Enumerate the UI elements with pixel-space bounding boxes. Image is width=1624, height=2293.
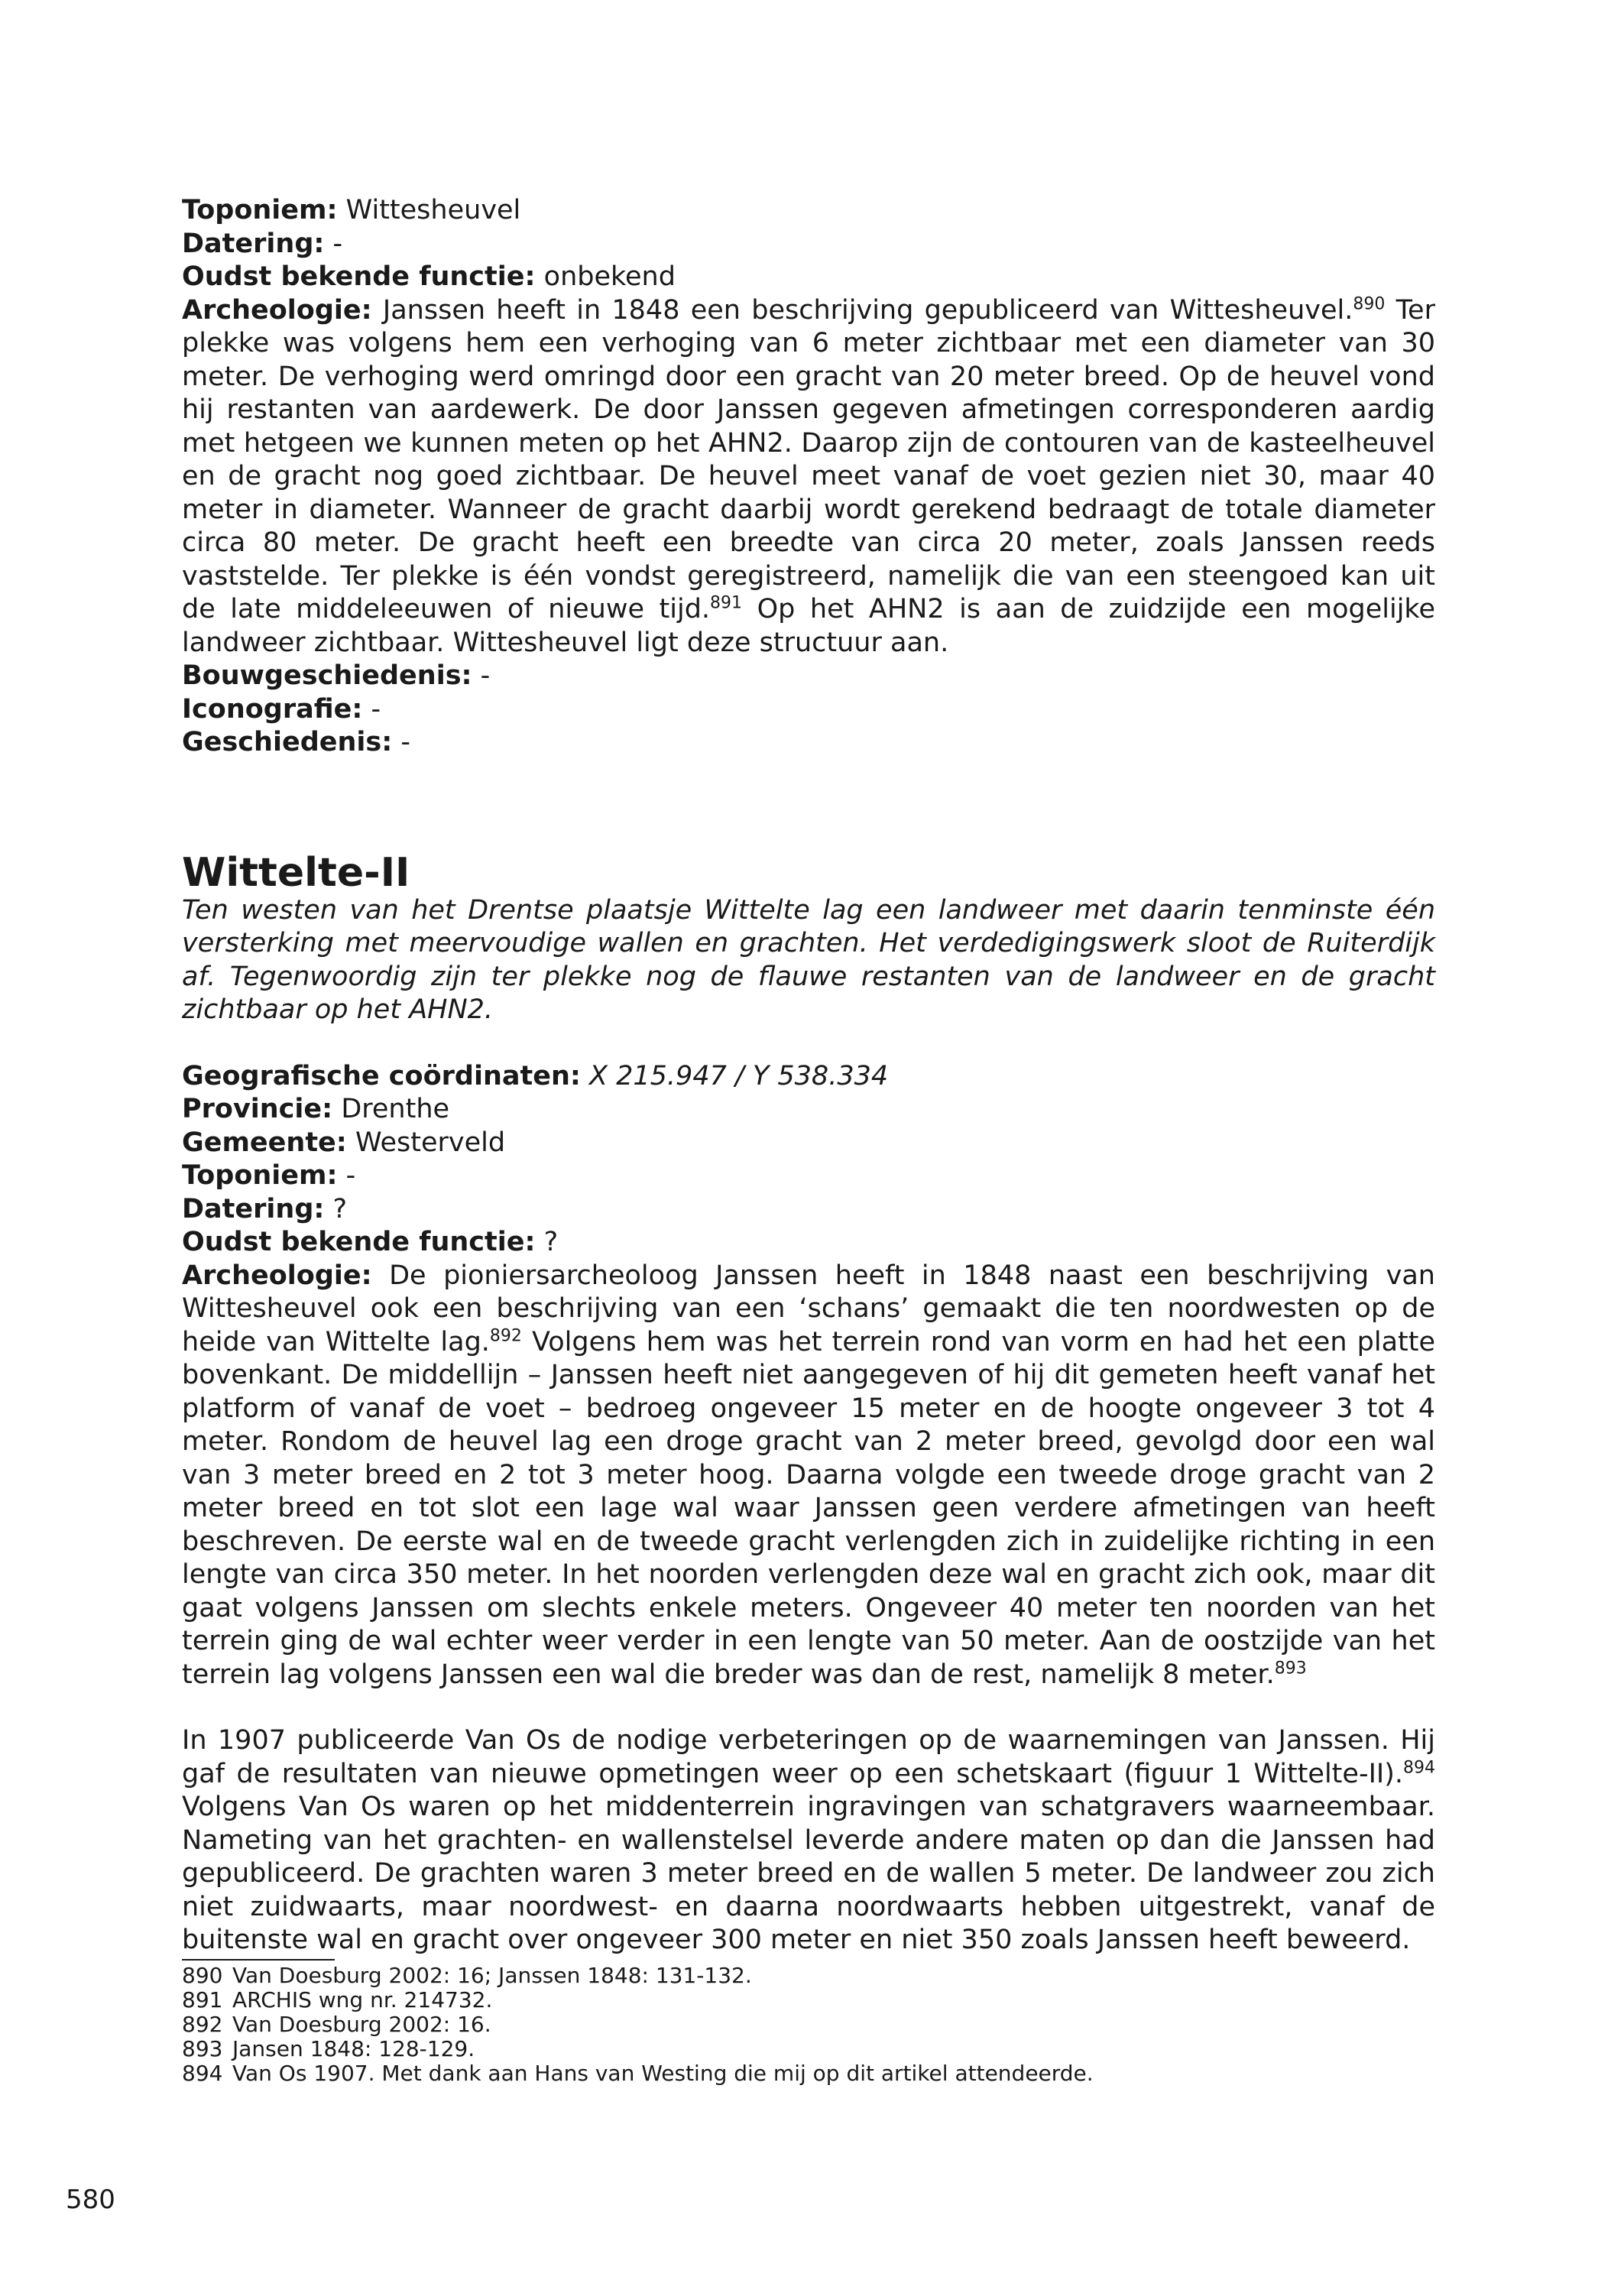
paragraph-text: Volgens Van Os waren op het middenterrein ingravingen van schatgravers waarneembaar. Nameting van het grachten- en wallenstelsel leverde andere maten op dan die Janssen had gepubliceerd. De grachten waren 3 meter breed en de wallen 5 meter. De landweer zou zich niet zuidwaarts, maar noordwest- en daarna noordwaarts hebben uitgestrekt, vanaf de buitenste wal en gracht over ongeveer 300 meter en niet 350 zoals Janssen heeft beweerd. <box>182 1792 1435 1955</box>
footnote-number: 894 <box>182 2060 223 2086</box>
functie-line <box>182 261 1435 294</box>
iconografie-label: Iconografie: <box>182 693 363 725</box>
archeologie-text: De pioniersarcheoloog Janssen heeft in 1848 naast een beschrijving van Wittesheuvel ook een beschrijving van een ‘schans’ gemaakt die ten noordwesten op de heide van Wittelte lag. <box>182 1260 1435 1357</box>
archeologie-label: Archeologie: <box>182 294 372 326</box>
iconografie-value: - <box>371 693 381 725</box>
datering-label: Datering: <box>182 1193 325 1224</box>
datering-value: ? <box>332 1193 348 1224</box>
datering-label: Datering: <box>182 228 325 259</box>
section-title: Wittelte-II <box>182 849 410 896</box>
footnote-ref: 891 <box>710 593 743 613</box>
coordinates-line <box>182 1060 1435 1094</box>
toponiem-line <box>182 1159 1435 1193</box>
gemeente-line <box>182 1127 1435 1160</box>
footnote-item <box>182 2061 1435 2086</box>
provincie-line <box>182 1093 1435 1127</box>
footnote-text: Van Doesburg 2002: 16; Janssen 1848: 131-132. <box>232 1962 752 1988</box>
bouwgeschiedenis-value: - <box>480 660 491 691</box>
footnote-text: Van Os 1907. Met dank aan Hans van Westing die mij op dit artikel attendeerde. <box>232 2060 1094 2086</box>
footnote-item <box>182 2037 1435 2061</box>
body-paragraph <box>182 1724 1435 1957</box>
footnote-item <box>182 1988 1435 2012</box>
footnote-ref: 894 <box>1403 1757 1435 1777</box>
page-body <box>182 194 1435 2086</box>
functie-line <box>182 1226 1435 1260</box>
footnote-ref: 890 <box>1353 294 1386 313</box>
footnote-number: 890 <box>182 1962 223 1988</box>
footnote-number: 893 <box>182 2035 223 2061</box>
toponiem-value: Wittesheuvel <box>345 195 521 225</box>
footnote-text: Van Doesburg 2002: 16. <box>232 2011 491 2037</box>
coordinates-value: X 215.947 / Y 538.334 <box>589 1060 889 1091</box>
archeologie-text: Ter plekke was volgens hem een verhoging van 6 meter zichtbaar met een diameter van 30 meter. De verhoging werd omringd door een gracht van 20 meter breed. Op de heuvel vond hij restanten van aardewerk. De door Janssen gegeven afmetingen corresponderen aardig met hetgeen we kunnen meten op het AHN2. Daarop zijn de contouren van de kasteelheuvel en de gracht nog goed zichtbaar. De heuvel meet vanaf de voet gezien niet 30, maar 40 meter in diameter. Wanneer de gracht daarbij wordt gerekend bedraagt de totale diameter circa 80 meter. De gracht heeft een breedte van circa 20 meter, zoals Janssen reeds vaststelde. Ter plekke is één vondst geregistreerd, namelijk die van een steengoed kan uit de late middeleeuwen of nieuwe tijd. <box>182 294 1435 624</box>
datering-value: - <box>332 228 343 259</box>
coordinates-label: Geografische coördinaten: <box>182 1060 581 1091</box>
archeologie-text: Volgens hem was het terrein rond van vorm en had het een platte bovenkant. De middellijn – Janssen heeft niet aangegeven of hij dit gemeten heeft vanaf het platform of vanaf de voet – bedroeg ongeveer 15 meter en de hoogte ongeveer 3 tot 4 meter. Rondom de heuvel lag een droge gracht van 2 meter breed, gevolgd door een wal van 3 meter breed en 2 tot 3 meter hoog. Daarna volgde een tweede droge gracht van 2 meter breed en tot slot een lage wal waar Janssen geen verdere afmetingen van heeft beschreven. De eerste wal en de tweede gracht verlengden zich in zuidelijke richting in een lengte van circa 350 meter. In het noorden verlengden deze wal en gracht zich ook, maar dit gaat volgens Janssen om slechts enkele meters. Ongeveer 40 meter ten noorden van het terrein ging de wal echter weer verder in een lengte van 50 meter. Aan de oostzijde van het terrein lag volgens Janssen een wal die breder was dan de rest, namelijk 8 meter. <box>182 1326 1435 1690</box>
toponiem-label: Toponiem: <box>182 195 338 225</box>
footnote-number: 892 <box>182 2011 223 2037</box>
footnote-ref: 892 <box>489 1325 522 1345</box>
datering-line <box>182 228 1435 261</box>
provincie-label: Provincie: <box>182 1094 333 1124</box>
archeologie-paragraph <box>182 1260 1435 1692</box>
archeologie-text: Janssen heeft in 1848 een beschrijving gepubliceerd van Wittesheuvel. <box>382 294 1353 326</box>
functie-value: onbekend <box>543 261 676 292</box>
footnote-text: Jansen 1848: 128-129. <box>232 2035 475 2061</box>
footnote-ref: 893 <box>1274 1658 1307 1678</box>
toponiem-label: Toponiem: <box>182 1160 338 1191</box>
gemeente-value: Westerveld <box>355 1127 506 1158</box>
geschiedenis-line <box>182 726 1435 760</box>
gemeente-label: Gemeente: <box>182 1127 347 1158</box>
functie-label: Oudst bekende functie: <box>182 1227 536 1257</box>
provincie-value: Drenthe <box>341 1094 450 1124</box>
archeologie-text: Op het AHN2 is aan de zuidzijde een mogelijke landweer zichtbaar. Wittesheuvel ligt deze structuur aan. <box>182 594 1435 658</box>
footnotes <box>182 1964 1435 2086</box>
footnote-item <box>182 2012 1435 2037</box>
toponiem-value: - <box>345 1160 356 1191</box>
iconografie-line <box>182 693 1435 727</box>
paragraph-text: In 1907 publiceerde Van Os de nodige verbeteringen op de waarnemingen van Janssen. Hij gaf de resultaten van nieuwe opmetingen weer op een schetskaart (figuur 1 Wittelte-II). <box>182 1725 1435 1789</box>
geschiedenis-value: - <box>400 727 411 757</box>
archeologie-label: Archeologie: <box>182 1260 372 1291</box>
section-intro: Ten westen van het Drentse plaatsje Wittelte lag een landweer met daarin tenminste één versterking met meervoudige wallen en grachten. Het verdedigingswerk sloot de Ruiterdijk af. Tegenwoordig zijn ter plekke nog de flauwe restanten van de landweer en de gracht zichtbaar op het AHN2. <box>182 894 1435 1025</box>
geschiedenis-label: Geschiedenis: <box>182 727 393 757</box>
footnote-divider <box>182 1959 335 1961</box>
datering-line <box>182 1193 1435 1227</box>
footnote-text: ARCHIS wng nr. 214732. <box>232 1987 493 2012</box>
bouwgeschiedenis-line <box>182 660 1435 693</box>
bouwgeschiedenis-label: Bouwgeschiedenis: <box>182 660 472 691</box>
toponiem-line <box>182 194 1435 228</box>
footnote-item <box>182 1964 1435 1988</box>
footnote-number: 891 <box>182 1987 223 2012</box>
archeologie-paragraph <box>182 294 1435 660</box>
functie-value: ? <box>543 1227 559 1257</box>
functie-label: Oudst bekende functie: <box>182 261 536 292</box>
page-number: 580 <box>66 2184 115 2215</box>
